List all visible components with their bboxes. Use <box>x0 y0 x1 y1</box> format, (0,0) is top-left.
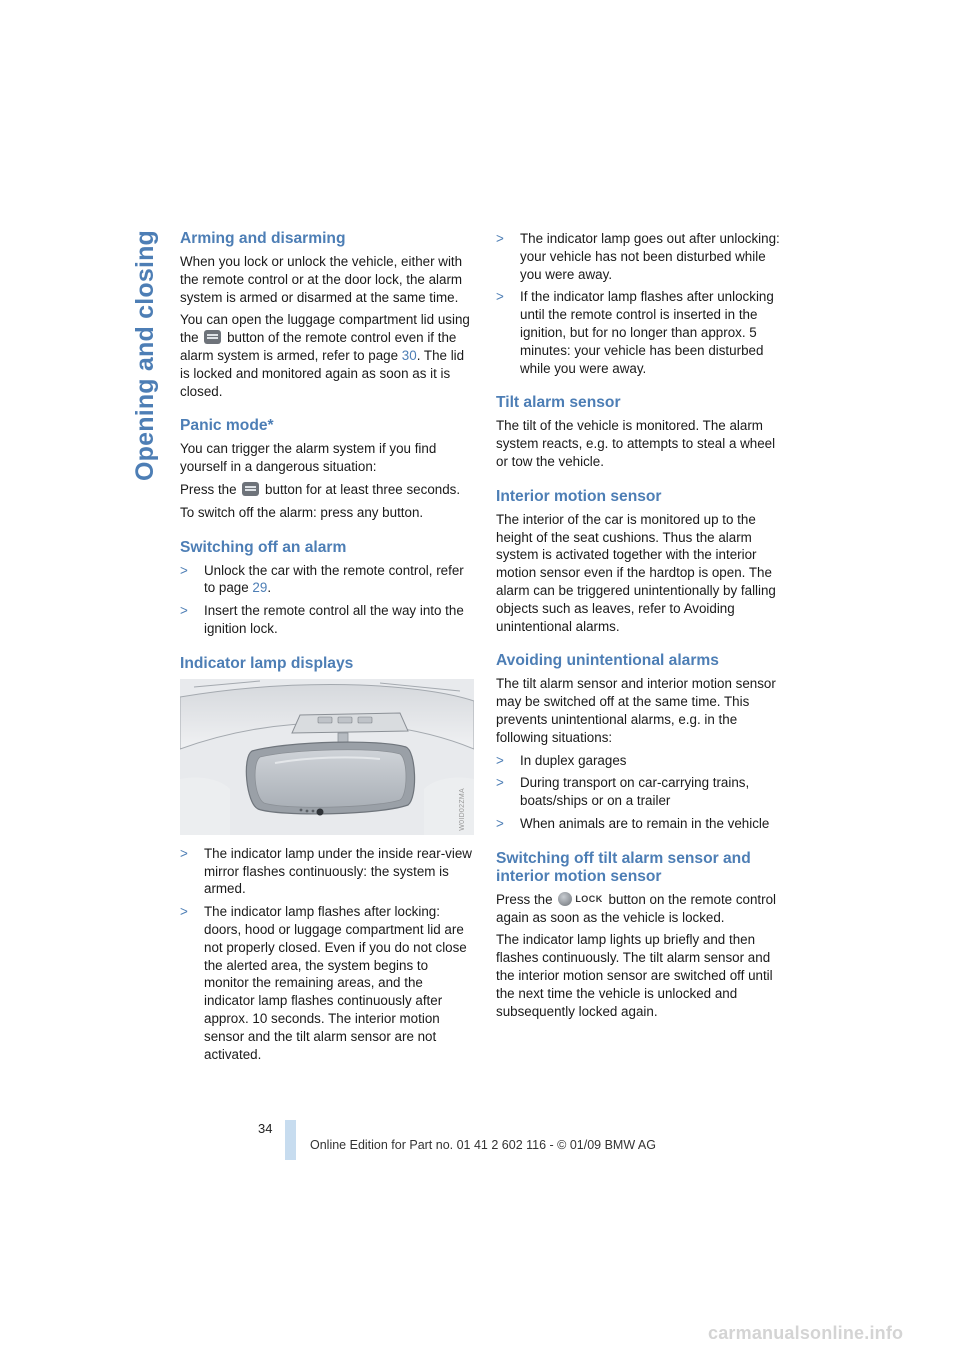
paragraph: The tilt of the vehicle is monitored. The alarm system reacts, e.g. to attempts to steal a wheel or tow the vehicle. <box>496 418 776 469</box>
heading-switching-off-tilt-alarm: Switching off tilt alarm sensor and interior motion sensor <box>496 849 751 885</box>
list-item: > Unlock the car with the remote control, refer to page 29. <box>180 562 464 596</box>
heading-switching-off-alarm: Switching off an alarm <box>180 538 347 556</box>
heading-interior-motion-sensor: Interior motion sensor <box>496 487 662 505</box>
paragraph: Press the LOCK button on the remote control again as soon as the vehicle is locked. <box>496 891 777 925</box>
footer-edition-text: Online Edition for Part no. 01 41 2 602 116 - © 01/09 BMW AG <box>310 1138 656 1152</box>
paragraph: You can open the luggage compartment lid using the button of the remote control even if the alarm system is armed, refer to page 30. The lid is locked and monitored again as soon as it is closed. <box>180 312 470 399</box>
paragraph: The indicator lamp lights up briefly and then flashes continuously. The tilt alarm sensor and the interior motion sensor are switched off until the next time the vehicle is unlocked and subsequently locked again. <box>496 932 773 1019</box>
footer-accent-bar <box>285 1120 296 1160</box>
page-link-29[interactable]: 29 <box>252 580 268 596</box>
list-item: > In duplex garages <box>496 752 627 768</box>
heading-arming-disarming: Arming and disarming <box>180 230 346 247</box>
lock-button-icon: LOCK <box>558 892 603 906</box>
heading-indicator-lamp-displays: Indicator lamp displays <box>180 654 354 672</box>
list-item: > The indicator lamp goes out after unlocking: your vehicle has not been disturbed while you were away. <box>496 231 780 282</box>
list-item: > During transport on car-carrying trains, boats/ships or on a trailer <box>496 775 750 809</box>
trunk-button-icon <box>204 330 221 344</box>
bullet-list <box>180 562 474 638</box>
paragraph: You can trigger the alarm system if you find yourself in a dangerous situation: <box>180 441 437 475</box>
page-number: 34 <box>258 1121 273 1136</box>
list-item: > If the indicator lamp flashes after unlocking until the remote control is inserted in the ignition, but for no longer than approx. 5 minutes: your vehicle has been disturbed while you were away. <box>496 289 774 376</box>
rearview-mirror-illustration <box>180 679 474 835</box>
paragraph: The tilt alarm sensor and interior motion sensor may be switched off at the same time. This prevents unintentional alarms, e.g. in the following situations: <box>496 676 776 745</box>
paragraph: When you lock or unlock the vehicle, either with the remote control or at the door lock, the alarm system is armed or disarmed at the same time. <box>180 254 463 305</box>
paragraph: To switch off the alarm: press any button. <box>180 504 424 520</box>
watermark: carmanualsonline.info <box>708 1323 904 1343</box>
bullet-list <box>496 752 790 833</box>
bullet-list <box>496 230 790 377</box>
list-item: > Insert the remote control all the way into the ignition lock. <box>180 603 464 636</box>
paragraph: The interior of the car is monitored up to the height of the seat cushions. Thus the alarm system is activated together with the interior motion sensor even if the hardtop is open. The alarm can be triggered unintentionally by falling objects such as leaves, refer to Avoiding unintentional alarms. <box>496 511 776 634</box>
page-link-30[interactable]: 30 <box>401 347 417 363</box>
list-item: > The indicator lamp flashes after locking: doors, hood or luggage compartment lid are not properly closed. Even if you do not close the alerted area, the system begins to monitor the remaining areas, and the indicator lamp flashes continuously after approx. 10 seconds. The interior motion sensor and the tilt alarm sensor are not activated. <box>180 904 467 1062</box>
chapter-side-title: Opening and closing <box>131 230 160 482</box>
bullet-list <box>180 845 474 1064</box>
left-column <box>180 230 474 1068</box>
figure-code: W0ID02ZMA <box>459 787 467 831</box>
list-item: > The indicator lamp under the inside rear-view mirror flashes continuously: the system is armed. <box>180 845 472 897</box>
heading-panic-mode: Panic mode* <box>180 417 274 435</box>
heading-avoiding-unintentional-alarms: Avoiding unintentional alarms <box>496 652 719 670</box>
heading-tilt-alarm-sensor: Tilt alarm sensor <box>496 394 621 412</box>
paragraph: Press the button for at least three seconds. <box>180 481 461 497</box>
right-column <box>496 230 790 1025</box>
list-item: > When animals are to remain in the vehicle <box>496 815 770 831</box>
panic-button-icon <box>242 482 259 496</box>
